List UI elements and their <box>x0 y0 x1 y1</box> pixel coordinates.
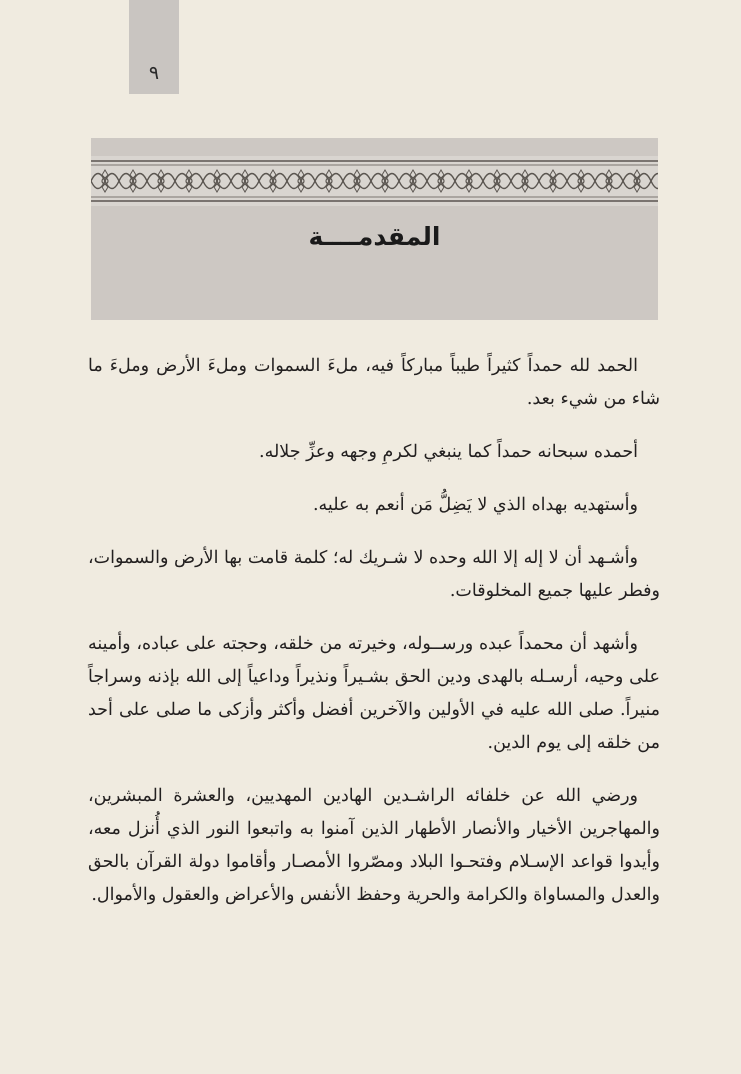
ornamental-border-icon <box>91 156 658 206</box>
paragraph-5: وأشهد أن محمداً عبده ورســوله، وخيرته من خلقه، وحجته على عباده، وأمينه على وحيه، أرسـله بالهدى ودين الحق بشـيراً ونذيراً وداعياً إلى الله بإذنه وسراجاً منيراً. صلى الله عليه في الأولين والآخرين أفضل وأكثر وأزكى ما صلى على أحد من خلقه إلى يوم الدين. <box>88 634 660 753</box>
paragraph-2: أحمده سبحانه حمداً كما ينبغي لكرمِ وجهه وعزِّ جلاله. <box>259 442 638 462</box>
paragraph-6: ورضي الله عن خلفائه الراشـدين الهادين المهديين، والعشرة المبشرين، والمهاجرين الأخيار والأنصار الأطهار الذين آمنوا به واتبعوا النور الذي أُنزل معه، وأيدوا قواعد الإسـلام وفتحـوا البلاد ومصّروا الأمصـار وأقاموا دولة القرآن بالحق والعدل والمساواة والكرامة والحرية وحفظ الأنفس والأعراض والعقول والأموال. <box>88 786 660 905</box>
paragraph-1: الحمد لله حمداً كثيراً طيباً مباركاً فيه، ملءَ السموات وملءَ الأرض وملءَ ما شاء من شيء بعد. <box>88 356 660 409</box>
body-text <box>88 350 660 932</box>
page-number-tab <box>129 0 179 94</box>
chapter-header-band <box>91 138 658 320</box>
chapter-title: المقدمــــة <box>308 222 441 251</box>
page-number: ٩ <box>148 62 160 84</box>
paragraph-4: وأشـهد أن لا إله إلا الله وحده لا شـريك له؛ كلمة قامت بها الأرض والسموات، وفطر عليها جميع المخلوقات. <box>88 548 660 601</box>
paragraph-3: وأستهديه بهداه الذي لا يَضِلُّ مَن أنعم به عليه. <box>312 495 638 515</box>
